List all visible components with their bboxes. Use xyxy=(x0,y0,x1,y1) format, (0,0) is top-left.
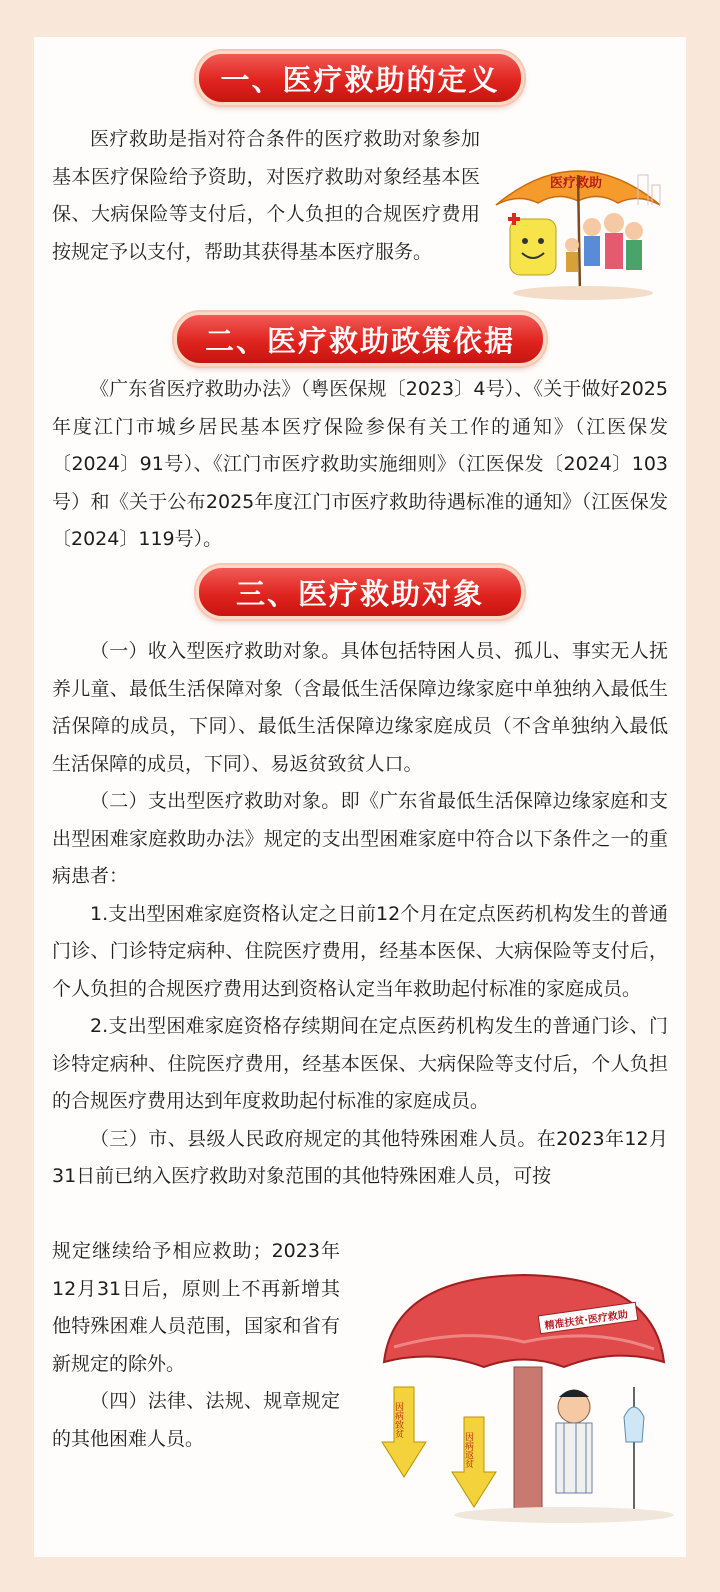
paragraph: （一）收入型医疗救助对象。具体包括特困人员、孤儿、事实无人抚养儿童、最低生活保障对象（含最低生活保障边缘家庭中单独纳入最低生活保障的成员，下同）、最低生活保障边缘家庭成员（不含单独纳入最低生活保障的成员，下同）、易返贫致贫人口。 xyxy=(52,640,668,775)
umbrella-sign-text: 医疗救助 xyxy=(550,176,603,191)
paragraph: 《广东省医疗救助办法》（粤医保规〔2023〕4号）、《关于做好2025年度江门市城乡居民基本医疗保险参保有关工作的通知》（江医保发〔2024〕91号）、《江门市医疗救助实施细则》（江医保发〔2024〕103号）和《关于公布2025年度江门市医疗救助待遇标准的通知》（江医保发〔2024〕119号）。 xyxy=(52,378,668,550)
section-body-recipients xyxy=(52,633,668,1196)
arrow-left-label: 因病致贫 xyxy=(393,1402,403,1438)
mushroom-umbrella-illustration xyxy=(364,1267,680,1527)
content-card xyxy=(34,37,686,1557)
section-body-recipients-continued xyxy=(52,1233,340,1458)
paragraph: （四）法律、法规、规章规定的其他困难人员。 xyxy=(52,1390,340,1450)
section-body-policy-basis xyxy=(52,371,668,559)
section-title-policy-basis: 二、医疗救助政策依据 xyxy=(174,312,546,366)
paragraph: 医疗救助是指对符合条件的医疗救助对象参加基本医疗保险给予资助，对医疗救助对象经基本医保、大病保险等支付后，个人负担的合规医疗费用按规定予以支付，帮助其获得基本医疗服务。 xyxy=(52,128,480,263)
umbrella-family-illustration xyxy=(488,145,668,305)
paragraph: 1.支出型困难家庭资格认定之日前12个月在定点医药机构发生的普通门诊、门诊特定病种、住院医疗费用，经基本医保、大病保险等支付后，个人负担的合规医疗费用达到资格认定当年救助起付标准的家庭成员。 xyxy=(52,902,668,1000)
section-title-definition: 一、医疗救助的定义 xyxy=(196,51,524,105)
paragraph: （二）支出型医疗救助对象。即《广东省最低生活保障边缘家庭和支出型困难家庭救助办法》规定的支出型困难家庭中符合以下条件之一的重病患者： xyxy=(52,790,668,887)
section-title-recipients: 三、医疗救助对象 xyxy=(196,565,524,619)
mushroom-sign-text: 精准扶贫·医疗救助 xyxy=(544,1309,629,1333)
arrow-right-label: 因病返贫 xyxy=(463,1432,473,1468)
section-body-definition xyxy=(52,121,480,271)
paragraph: （三）市、县级人民政府规定的其他特殊困难人员。在2023年12月31日前已纳入医疗救助对象范围的其他特殊困难人员，可按 xyxy=(52,1127,668,1187)
paragraph: 规定继续给予相应救助；2023年12月31日后，原则上不再新增其他特殊困难人员范围，国家和省有新规定的除外。 xyxy=(52,1240,340,1375)
paragraph: 2.支出型困难家庭资格存续期间在定点医药机构发生的普通门诊、门诊特定病种、住院医疗费用，经基本医保、大病保险等支付后，个人负担的合规医疗费用达到年度救助起付标准的家庭成员。 xyxy=(52,1015,668,1112)
